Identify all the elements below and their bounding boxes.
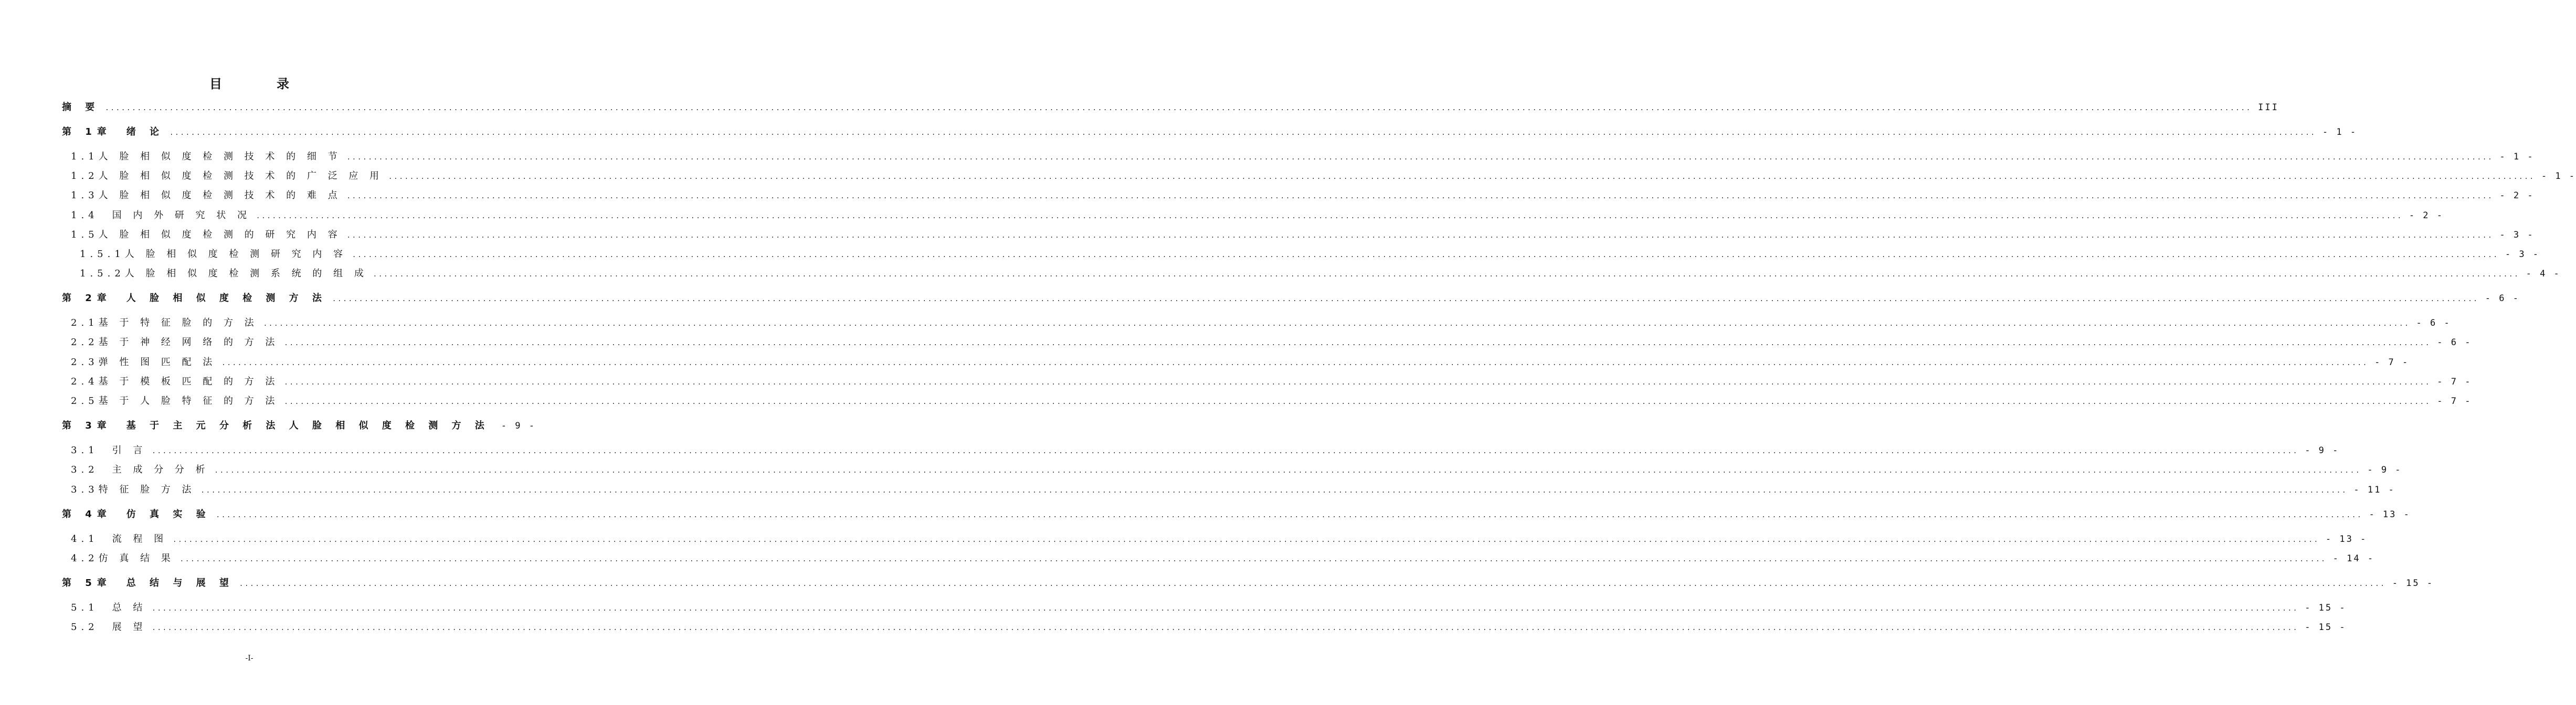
toc-page-number: - 4 - (2526, 269, 2561, 279)
toc-section-entry[interactable] (71, 374, 2472, 390)
toc-entry-label: 摘 要 (62, 102, 100, 113)
dot-leader (239, 576, 2386, 592)
dot-leader (284, 335, 2431, 351)
toc-page-number: - 11 - (2353, 485, 2395, 495)
toc-chapter-entry[interactable] (62, 124, 2358, 140)
toc-section-entry[interactable] (71, 208, 2444, 223)
toc-page-number: - 1 - (2322, 127, 2358, 137)
toc-page-number: - 13 - (2325, 534, 2368, 544)
toc-subsection-entry[interactable] (80, 247, 2540, 262)
toc-page-number: - 15 - (2392, 578, 2434, 589)
dot-leader (256, 208, 2403, 224)
dot-leader (152, 620, 2298, 636)
toc-page-number: - 15 - (2305, 622, 2347, 633)
toc-chapter-entry[interactable] (62, 418, 536, 434)
toc-entry-label: 2.4基 于 模 板 匹 配 的 方 法 (71, 376, 279, 387)
toc-chapter-entry[interactable] (62, 575, 2434, 591)
toc-entry-label: 第 2章 人 脸 相 似 度 检 测 方 法 (62, 293, 327, 304)
toc-entry-label: 2.2基 于 神 经 网 络 的 方 法 (71, 337, 279, 348)
dot-leader (173, 532, 2319, 548)
toc-entry-label: 4.1 流 程 图 (71, 533, 168, 544)
toc-entry-label: 第 1章 绪 论 (62, 126, 165, 137)
toc-entry-label: 2.5基 于 人 脸 特 征 的 方 法 (71, 396, 279, 407)
toc-section-entry[interactable] (71, 393, 2472, 409)
toc-page-number: - 7 - (2374, 357, 2410, 368)
toc-chapter-entry[interactable] (62, 100, 2279, 115)
toc-page-number: - 14 - (2332, 553, 2375, 564)
dot-leader (284, 375, 2431, 390)
toc-entry-label: 1.3人 脸 相 似 度 检 测 技 术 的 难 点 (71, 190, 342, 201)
dot-leader (216, 507, 2363, 523)
toc-page-number: - 2 - (2409, 210, 2444, 221)
toc-entry-label: 3.1 引 言 (71, 445, 147, 456)
toc-section-entry[interactable] (71, 619, 2347, 635)
toc-section-entry[interactable] (71, 168, 2576, 184)
toc-entry-label: 1.5.2人 脸 相 似 度 检 测 系 统 的 组 成 (80, 268, 368, 279)
toc-section-entry[interactable] (71, 531, 2368, 547)
dot-leader (215, 463, 2361, 478)
toc-chapter-entry[interactable] (62, 291, 2520, 306)
toc-entry-label: 4.2仿 真 结 果 (71, 553, 175, 564)
toc-chapter-entry[interactable] (62, 507, 2411, 522)
dot-leader (332, 291, 2479, 307)
toc-section-entry[interactable] (71, 188, 2535, 204)
dot-leader (105, 100, 2252, 116)
dot-leader (152, 601, 2298, 616)
toc-entry-label: 1.5.1人 脸 相 似 度 检 测 研 究 内 容 (80, 249, 347, 260)
toc-page-number: - 9 - (2305, 445, 2340, 456)
toc-page-number: - 9 - (501, 421, 536, 431)
toc-section-entry[interactable] (71, 551, 2375, 567)
dot-leader (180, 551, 2327, 567)
toc-page-number: - 3 - (2499, 230, 2535, 240)
toc-entry-label: 1.1人 脸 相 似 度 检 测 技 术 的 细 节 (71, 151, 342, 162)
toc-page-number: - 2 - (2499, 190, 2535, 201)
dot-leader (373, 266, 2520, 282)
toc-page-number: - 1 - (2499, 152, 2535, 162)
toc-page-number: - 15 - (2305, 603, 2347, 613)
toc-entry-label: 2.1基 于 特 征 脸 的 方 法 (71, 317, 258, 328)
toc-section-entry[interactable] (71, 462, 2402, 478)
toc-page-number: III (2258, 102, 2279, 113)
toc-page-number: - 7 - (2437, 396, 2472, 407)
dot-leader (201, 483, 2348, 498)
toc-entry-label: 5.1 总 结 (71, 602, 147, 613)
toc-section-entry[interactable] (71, 482, 2395, 498)
toc-page-number: - 6 - (2437, 337, 2472, 348)
dot-leader (263, 316, 2410, 332)
toc-entry-label: 1.5人 脸 相 似 度 检 测 的 研 究 内 容 (71, 229, 342, 240)
toc-section-entry[interactable] (71, 355, 2410, 370)
dot-leader (221, 355, 2368, 371)
toc-title: 目 录 (209, 76, 310, 91)
toc-entry-label: 第 5章 总 结 与 展 望 (62, 578, 234, 589)
toc-section-entry[interactable] (71, 335, 2472, 350)
toc-entry-label: 1.2人 脸 相 似 度 检 测 技 术 的 广 泛 应 用 (71, 170, 384, 181)
toc-entry-label: 3.2 主 成 分 分 析 (71, 464, 209, 475)
toc-section-entry[interactable] (71, 227, 2535, 243)
toc-entry-label: 2.3弹 性 图 匹 配 法 (71, 357, 217, 368)
dot-leader (352, 247, 2499, 263)
dot-leader (152, 443, 2298, 459)
dot-leader (347, 188, 2494, 204)
dot-leader (284, 394, 2431, 410)
toc-subsection-entry[interactable] (80, 266, 2561, 282)
toc-entry-label: 第 4章 仿 真 实 验 (62, 509, 211, 520)
toc-page-number: - 3 - (2505, 249, 2540, 260)
toc-page-number: - 6 - (2416, 318, 2451, 328)
dot-leader (347, 228, 2494, 243)
toc-page-number: - 7 - (2437, 377, 2472, 387)
toc-entry-label: 5.2 展 望 (71, 622, 147, 633)
toc-entry-label: 3.3特 征 脸 方 法 (71, 484, 196, 495)
toc-page-number: - 6 - (2485, 293, 2520, 304)
toc-section-entry[interactable] (71, 149, 2535, 165)
toc-entry-label: 1.4 国 内 外 研 究 状 况 (71, 210, 251, 221)
toc-section-entry[interactable] (71, 600, 2347, 616)
toc-page-number: - 9 - (2367, 465, 2402, 475)
dot-leader (170, 125, 2316, 141)
toc-entry-label: 第 3章 基 于 主 元 分 析 法 人 脸 相 似 度 检 测 方 法 (62, 420, 490, 431)
dot-leader (347, 149, 2494, 165)
footer-page-number: -I- (245, 654, 254, 663)
toc-section-entry[interactable] (71, 315, 2451, 331)
toc-section-entry[interactable] (71, 443, 2340, 458)
toc-page-number: - 13 - (2369, 509, 2411, 520)
toc-page-number: - 1 - (2541, 171, 2576, 181)
dot-leader (388, 169, 2535, 185)
